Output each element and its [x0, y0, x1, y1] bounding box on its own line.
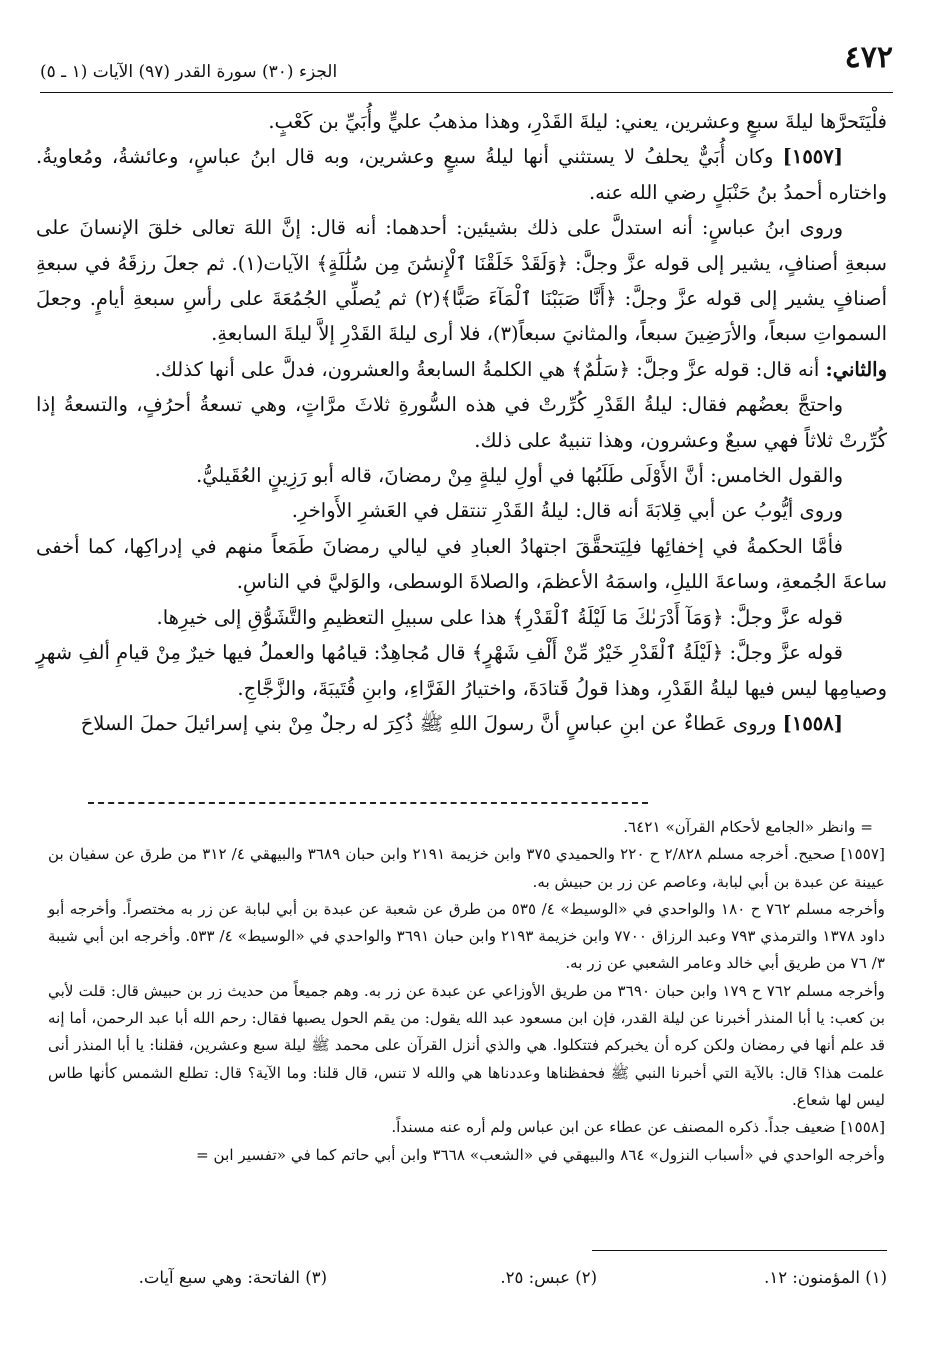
takhrij-notes — [48, 814, 885, 1169]
paragraph: [١٥٥٧] وكان أُبَيٌّ يحلفُ لا يستثني أنها ليلةُ سبعٍ وعشرين، وبه قال ابنُ عباسٍ، وعائشةُ، ومُعاويةُ. واختاره أحمدُ بنُ حَنْبَلٍ رضي الله عنه. — [36, 145, 887, 204]
footnote-divider — [592, 1250, 887, 1251]
paragraph: [١٥٥٨] وروى عَطاءٌ عن ابنِ عباسٍ أنَّ رسولَ اللهِ ﷺ ذُكِرَ له رجلٌ مِنْ بني إسرائيلَ حملَ السلاحَ — [80, 711, 843, 735]
note-paragraph: وأخرجه الواحدي في «أسباب النزول» ٨٦٤ والبيهقي في «الشعب» ٣٦٦٨ وابن أبي حاتم كما في «تفسير ابن = — [196, 1145, 885, 1164]
paragraph-lead: والثاني: — [825, 357, 887, 381]
footnote-1: (١) المؤمنون: ١٢. — [764, 1268, 887, 1287]
note-paragraph: وأخرجه مسلم ٧٦٢ ح ١٧٩ وابن حبان ٣٦٩٠ من طريق الأوزاعي عن عبدة عن زر به. وهم جميعاً من حديث زر بن حبيش قال: قلت لأبي بن كعب: يا أبا المنذر أخبرنا عن ليلة القدر، فإن ابن مسعود عبد الله يقول: من يقم الحول يصبها فقال: رحم الله أبا عبد الرحمن، أما إنه قد علم أنها في رمضان ولكن كره أن يخبركم فتتكلوا. هي والذي أنزل القرآن على محمد ﷺ ليلة سبع وعشرين، فقلنا: يا أبا المنذر أنى علمت هذا؟ قال: بالآية التي أخبرنا النبي ﷺ فحفظناها وعددناها هي والله لا تنس، قال قلنا: وما الآية؟ قال: تطلع الشمس كأنها طاس ليس لها شعاع. — [48, 981, 886, 1109]
main-text — [36, 104, 887, 741]
footnote-2: (٢) عبس: ٢٥. — [500, 1268, 597, 1287]
page-number: ٤٧٢ — [844, 40, 893, 75]
note-paragraph: وأخرجه مسلم ٧٦٢ ح ١٨٠ والواحدي في «الوسيط» ٤/ ٥٣٥ من طرق عن شعبة عن عبدة بن أبي لبابة عن زر به مختصراً. وأخرجه أبو داود ١٣٧٨ والترمذي ٧٩٣ وعبد الرزاق ٧٧٠٠ وابن خزيمة ٢١٩٣ وابن حبان ٣٦٩١ والواحدي في «الوسيط» ٤/ ٥٣٣. وأخرجه ابن أبي شيبة ٣/ ٧٦ من طريق أبي خالد وعامر الشعبي عن زر به. — [48, 899, 885, 973]
running-head: الجزء (٣٠) سورة القدر (٩٧) الآيات (١ ـ ٥) — [40, 62, 338, 82]
paragraph: فلْيَتَحرَّها ليلةَ سبعٍ وعشرين، يعني: ليلةَ القَدْرِ، وهذا مذهبُ عليٍّ وأُبَيِّ بن كَعْبٍ. — [268, 110, 887, 133]
note-paragraph: [١٥٥٧] صحيح. أخرجه مسلم ٢/٨٢٨ ح ٢٢٠ والحميدي ٣٧٥ وابن خزيمة ٢١٩١ وابن حبان ٣٦٨٩ والبيهقي ٤/ ٣١٢ من طرق عن سفيان بن عيينة عن عبدة بن أبي لبابة، وعاصم عن زر بن حبيش به. — [48, 845, 885, 891]
paragraph: والثاني: أنه قال: قوله عزَّ وجلَّ: ﴿سَلَٰمٌ﴾ هي الكلمةُ السابعةُ والعشرون، فدلَّ على أنها كذلك. — [154, 357, 887, 381]
paragraph: وروى ابنُ عباسٍ: أنه استدلَّ على ذلك بشيئين: أحدهما: أنه قال: إنَّ اللهَ تعالى خلقَ الإنسانَ على سبعةِ أصنافٍ، يشير إلى قوله عزَّ وجلَّ: ﴿وَلَقَدْ خَلَقْنَا ٱلْإِنسَٰنَ مِن سُلَٰلَةٍ﴾ الآيات(١). ثم جعلَ رزقَهُ في سبعةِ أصنافٍ يشير إلى قوله عزَّ وجلَّ: ﴿أَنَّا صَبَبْنَا ٱلْمَآءَ صَبًّا﴾(٢) ثم يُصلِّي الجُمُعَةَ على رأسِ سبعةِ أيامٍ. وجعلَ السمواتِ سبعاً، والأرَضِينَ سبعاً، والمثانيَ سبعاً(٣)، فلا أرى ليلةَ القَدْرِ إلاَّ ليلةَ السابعةِ. — [36, 216, 887, 346]
hadith-ref: [١٥٥٧] — [782, 145, 843, 169]
paragraph: والقول الخامس: أنَّ الأَوْلَى طَلَبُها في أولِ ليلةٍ مِنْ رمضانَ، قاله أبو رَزِينٍ العُقَيليُّ. — [196, 464, 843, 488]
paragraph: قوله عزَّ وجلَّ: ﴿لَيْلَةُ ٱلْقَدْرِ خَيْرٌ مِّنْ أَلْفِ شَهْرٍ﴾ قال مُجاهِدٌ: قيامُها والعملُ فيها خيرٌ مِنْ قيامِ ألفِ شهرٍ وصيامِها ليس فيها ليلةُ القَدْرِ، وهذا قولُ قَتادَةَ، واختيارُ الفَرَّاءِ، وابنِ قُتَيبَةَ، والزَّجَّاجِ. — [36, 641, 887, 700]
paragraph: قوله عزَّ وجلَّ: ﴿وَمَآ أَدْرَىٰكَ مَا لَيْلَةُ ٱلْقَدْرِ﴾ هذا على سبيلِ التعظيمِ والتَّشَوُّقِ إلى خيرِها. — [156, 605, 843, 629]
paragraph: وروى أيُّوبُ عن أبي قِلابَةَ أنه قال: ليلةُ القَدْرِ تنتقل في العَشرِ الأَواخرِ. — [291, 499, 843, 523]
hadith-ref: [١٥٥٨] — [782, 711, 843, 735]
note-paragraph: = وانظر «الجامع لأحكام القرآن» ٦٤٢١. — [623, 818, 873, 836]
paragraph: فأمَّا الحكمةُ في إخفائِها فلِيَتحقَّقَ اجتهادُ العبادِ في ليالي رمضانَ طَمَعاً منهم في إدراكِها، كما أخفى ساعةَ الجُمعةِ، وساعةَ الليلِ، واسمَهُ الأعظمَ، والصلاةَ الوسطى، والوَليَّ في الناسِ. — [36, 534, 887, 594]
notes-divider — [88, 802, 648, 804]
page-header — [40, 40, 893, 90]
note-paragraph: [١٥٥٨] ضعيف جداً. ذكره المصنف عن عطاء عن ابن عباس ولم أره عنه مسنداً. — [391, 1118, 885, 1137]
footnote-3: (٣) الفاتحة: وهي سبع آيات. — [138, 1268, 327, 1287]
header-divider — [40, 92, 893, 93]
paragraph: واحتجَّ بعضُهم فقال: ليلةُ القَدْرِ كُرِّرتْ في هذه السُّورةِ ثلاثَ مرَّاتٍ، وهي تسعةُ أحرُفٍ، والتسعةُ إذا كُرِّرتْ ثلاثاً فهي سبعٌ وعشرون، وهذا تنبيهٌ على ذلك. — [36, 393, 887, 452]
footnotes — [60, 1268, 887, 1308]
